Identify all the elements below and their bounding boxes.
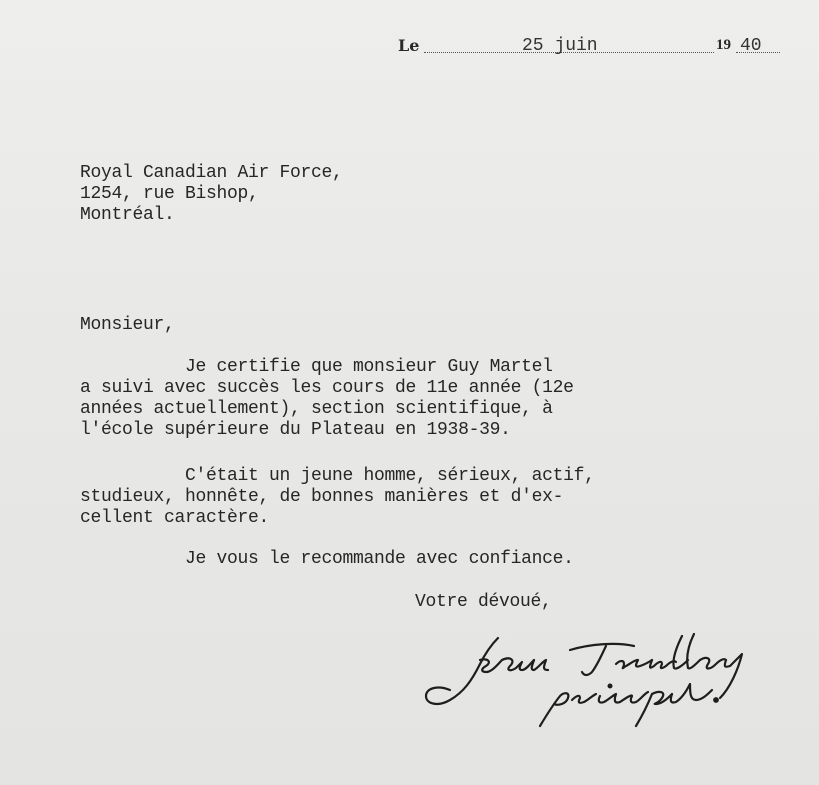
handwritten-signature bbox=[420, 630, 780, 740]
body-para3: Je vous le recommande avec confiance. bbox=[80, 549, 574, 569]
recipient-line-2: 1254, rue Bishop, bbox=[80, 184, 259, 204]
body-para2-line-3: cellent caractère. bbox=[80, 508, 270, 528]
date-line bbox=[398, 36, 780, 60]
recipient-line-3: Montréal. bbox=[80, 205, 175, 225]
date-year: 40 bbox=[740, 36, 762, 56]
date-century: 19 bbox=[716, 37, 731, 53]
body-para1-line-1: Je certifie que monsieur Guy Martel bbox=[80, 357, 553, 377]
body-para2-line-1: C'était un jeune homme, sérieux, actif, bbox=[80, 466, 595, 486]
body-para2-line-2: studieux, honnête, de bonnes manières et d'ex- bbox=[80, 487, 564, 507]
recipient-line-1: Royal Canadian Air Force, bbox=[80, 163, 343, 183]
body-para1-line-4: l'école supérieure du Plateau en 1938-39. bbox=[80, 420, 511, 440]
date-day-month: 25 juin bbox=[522, 36, 598, 56]
body-para1-line-3: années actuellement), section scientifique, à bbox=[80, 399, 553, 419]
body-para1-line-2: a suivi avec succès les cours de 11e année (12e bbox=[80, 378, 574, 398]
salutation: Monsieur, bbox=[80, 315, 175, 335]
closing: Votre dévoué, bbox=[415, 592, 552, 612]
date-prefix: Le bbox=[398, 36, 420, 55]
